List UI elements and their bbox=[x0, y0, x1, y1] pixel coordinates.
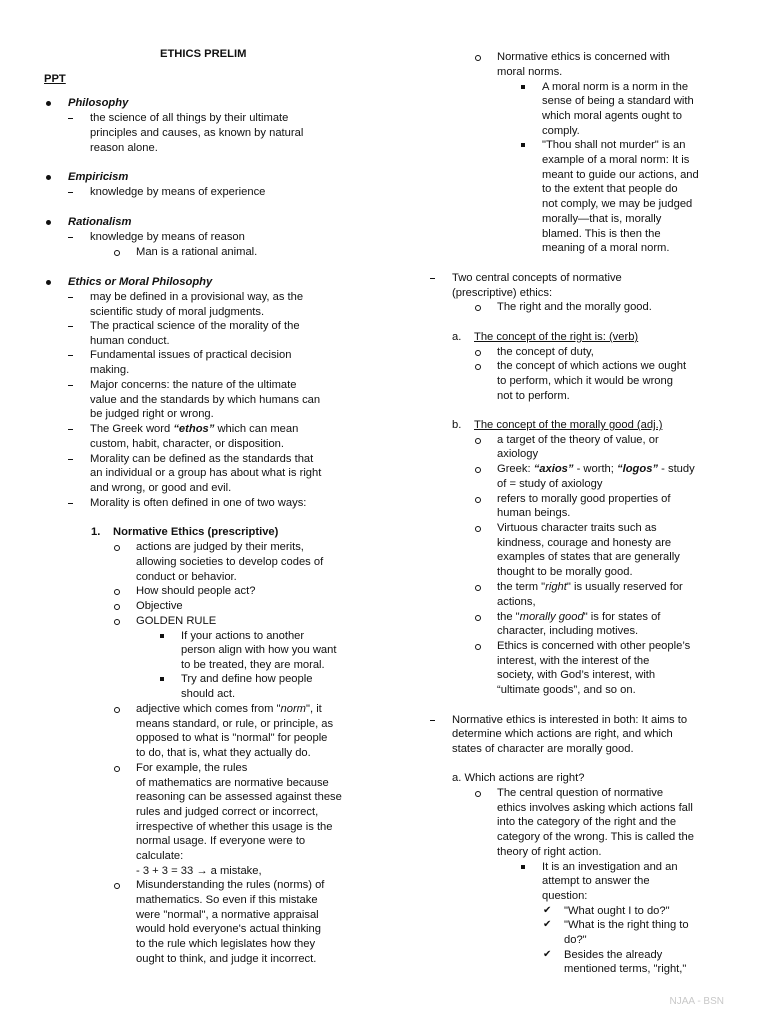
bullet-dot-icon bbox=[46, 280, 51, 285]
text-line bbox=[497, 815, 676, 830]
dash-bullet-icon bbox=[68, 355, 73, 356]
line-text: into the category of the right and the bbox=[497, 816, 677, 828]
text-line bbox=[90, 496, 306, 511]
text-line bbox=[474, 330, 638, 345]
text-line bbox=[497, 345, 594, 360]
line-text-cont: which can mean bbox=[214, 423, 299, 435]
line-text: “ultimate goods”, and so on. bbox=[497, 684, 636, 696]
text-line bbox=[90, 393, 320, 408]
line-text: may be defined in a provisional way, as the bbox=[90, 291, 304, 303]
text-line bbox=[90, 141, 158, 156]
text-line bbox=[542, 80, 688, 95]
line-text: calculate: bbox=[136, 850, 184, 862]
checkmark-bullet-icon: ✔ bbox=[543, 905, 552, 916]
line-text: axiology bbox=[497, 448, 539, 460]
text-line bbox=[136, 540, 304, 555]
line-text: The concept of the morally good (adj.) bbox=[474, 419, 663, 431]
bullet-dot-icon bbox=[46, 220, 51, 225]
checkmark-bullet-icon: ✔ bbox=[543, 949, 552, 960]
line-text: do?" bbox=[564, 934, 587, 946]
line-text: not comply, we may be judged bbox=[542, 198, 693, 210]
line-text: be judged right or wrong. bbox=[90, 408, 214, 420]
circle-bullet-icon bbox=[475, 350, 481, 356]
text-line bbox=[497, 65, 562, 80]
text-line bbox=[90, 452, 313, 467]
text-line bbox=[90, 111, 288, 126]
text-line bbox=[497, 506, 570, 521]
line-text: Morality is often defined in one of two ways: bbox=[90, 497, 307, 509]
text-line bbox=[452, 271, 622, 286]
emphasis-text: “logos” bbox=[617, 463, 659, 475]
line-text: examples of states that are generally bbox=[497, 551, 680, 563]
text-line bbox=[497, 830, 694, 845]
text-line bbox=[542, 138, 686, 153]
line-text: morally—that is, morally bbox=[542, 213, 662, 225]
text-line bbox=[497, 462, 695, 477]
line-text: normal usage. If everyone were to bbox=[136, 835, 306, 847]
text-line bbox=[497, 433, 659, 448]
line-text: to the rule which legislates how they bbox=[136, 938, 316, 950]
text-line bbox=[497, 359, 686, 374]
text-line bbox=[68, 96, 128, 111]
line-text: means standard, or rule, or principle, as bbox=[136, 718, 334, 730]
line-text: the concept of duty, bbox=[497, 346, 594, 358]
text-line bbox=[90, 466, 321, 481]
line-text: states of character are morally good. bbox=[452, 743, 634, 755]
line-text: of = study of axiology bbox=[497, 478, 603, 490]
square-bullet-icon bbox=[160, 677, 164, 681]
text-line bbox=[542, 889, 587, 904]
text-line bbox=[181, 687, 235, 702]
text-line bbox=[136, 893, 318, 908]
text-line bbox=[68, 275, 212, 290]
line-text: How should people act? bbox=[136, 585, 256, 597]
text-line bbox=[90, 185, 265, 200]
dash-bullet-icon bbox=[68, 237, 73, 238]
line-text: Ethics is concerned with other people’s bbox=[497, 640, 691, 652]
text-line bbox=[497, 50, 670, 65]
circle-bullet-icon bbox=[114, 883, 120, 889]
circle-bullet-icon bbox=[114, 619, 120, 625]
line-text: person align with how you want bbox=[181, 644, 337, 656]
text-line bbox=[452, 727, 673, 742]
line-text: character, including motives. bbox=[497, 625, 639, 637]
watermark: NJAA - BSN bbox=[669, 996, 724, 1008]
circle-bullet-icon bbox=[475, 364, 481, 370]
line-text: "Thou shall not murder" is an bbox=[542, 139, 686, 151]
text-line bbox=[136, 584, 255, 599]
circle-bullet-icon bbox=[475, 467, 481, 473]
line-text: of mathematics are normative because bbox=[136, 777, 329, 789]
text-line bbox=[564, 918, 689, 933]
line-text: GOLDEN RULE bbox=[136, 615, 217, 627]
text-line bbox=[452, 286, 552, 301]
list-number: 1. bbox=[91, 526, 101, 538]
line-text: ETHICS PRELIM bbox=[160, 48, 247, 60]
text-line bbox=[497, 374, 673, 389]
text-line bbox=[542, 874, 650, 889]
text-line bbox=[90, 437, 284, 452]
text-line bbox=[136, 245, 257, 260]
text-line bbox=[136, 570, 237, 585]
emphasis-text: norm bbox=[280, 703, 306, 715]
emphasis-text: “axios” bbox=[533, 463, 574, 475]
text-line bbox=[136, 834, 305, 849]
text-line bbox=[136, 908, 319, 923]
text-line bbox=[497, 624, 638, 639]
line-text: the " bbox=[497, 611, 520, 623]
line-text: allowing societies to develop codes of bbox=[136, 556, 324, 568]
text-line bbox=[136, 731, 327, 746]
text-line bbox=[181, 658, 325, 673]
text-line bbox=[452, 771, 584, 786]
circle-bullet-icon bbox=[475, 615, 481, 621]
list-number: b. bbox=[452, 419, 462, 431]
line-text: reason alone. bbox=[90, 142, 158, 154]
text-line bbox=[542, 860, 678, 875]
line-text-cont: " is usually reserved for bbox=[566, 581, 683, 593]
text-line bbox=[497, 521, 657, 536]
line-text: irrespective of whether this usage is the bbox=[136, 821, 333, 833]
bullet-dot-icon bbox=[46, 101, 51, 106]
text-line bbox=[90, 305, 264, 320]
line-text: scientific study of moral judgments. bbox=[90, 306, 265, 318]
text-line bbox=[136, 614, 216, 629]
text-line bbox=[90, 348, 291, 363]
dash-bullet-icon bbox=[430, 278, 435, 279]
line-text: Misunderstanding the rules (norms) of bbox=[136, 879, 325, 891]
text-line bbox=[497, 595, 536, 610]
text-line bbox=[452, 742, 634, 757]
square-bullet-icon bbox=[160, 634, 164, 638]
text-line bbox=[497, 639, 690, 654]
line-text-cont: - study bbox=[658, 463, 695, 475]
line-text: Try and define how people bbox=[181, 673, 313, 685]
text-line bbox=[564, 962, 686, 977]
circle-bullet-icon bbox=[475, 438, 481, 444]
line-text: to do, that is, what they actually do. bbox=[136, 747, 311, 759]
text-line bbox=[136, 746, 311, 761]
line-text: and wrong, or good and evil. bbox=[90, 482, 232, 494]
checkmark-bullet-icon: ✔ bbox=[543, 919, 552, 930]
text-line bbox=[564, 948, 662, 963]
line-text: ethics involves asking which actions fall bbox=[497, 802, 693, 814]
line-text: meaning of a moral norm. bbox=[542, 242, 670, 254]
line-text: A moral norm is a norm in the bbox=[542, 81, 689, 93]
text-line bbox=[113, 525, 278, 540]
circle-bullet-icon bbox=[114, 250, 120, 256]
text-line bbox=[542, 241, 669, 256]
line-text: actions are judged by their merits, bbox=[136, 541, 304, 553]
line-text: Normative ethics is concerned with bbox=[497, 51, 670, 63]
line-text: to the extent that people do bbox=[542, 183, 678, 195]
text-line bbox=[90, 407, 214, 422]
line-text: Empiricism bbox=[68, 171, 129, 183]
circle-bullet-icon bbox=[114, 707, 120, 713]
text-line bbox=[497, 536, 671, 551]
text-line bbox=[44, 72, 66, 87]
line-text: Man is a rational animal. bbox=[136, 246, 258, 258]
line-text: PPT bbox=[44, 73, 66, 85]
circle-bullet-icon bbox=[114, 604, 120, 610]
line-text: interest, with the interest of the bbox=[497, 655, 650, 667]
text-line bbox=[136, 922, 321, 937]
line-text: Ethics or Moral Philosophy bbox=[68, 276, 213, 288]
text-line bbox=[136, 761, 247, 776]
text-line bbox=[497, 654, 649, 669]
dash-bullet-icon bbox=[68, 118, 73, 119]
line-text: opposed to what is "normal" for people bbox=[136, 732, 328, 744]
dash-bullet-icon bbox=[68, 429, 73, 430]
line-text: mathematics. So even if this mistake bbox=[136, 894, 318, 906]
line-text: value and the standards by which humans can bbox=[90, 394, 321, 406]
line-text: If your actions to another bbox=[181, 630, 305, 642]
line-text: which moral agents ought to bbox=[542, 110, 682, 122]
line-text: should act. bbox=[181, 688, 236, 700]
line-text: The right and the morally good. bbox=[497, 301, 652, 313]
line-text: question: bbox=[542, 890, 588, 902]
page-title bbox=[160, 47, 246, 62]
line-text: example of a moral norm: It is bbox=[542, 154, 690, 166]
line-text: the term " bbox=[497, 581, 546, 593]
line-text: (prescriptive) ethics: bbox=[452, 287, 553, 299]
line-text: Normative ethics is interested in both: It aims to bbox=[452, 714, 688, 726]
text-line bbox=[90, 126, 303, 141]
text-line bbox=[181, 672, 312, 687]
line-text: The practical science of the morality of the bbox=[90, 320, 300, 332]
line-text: "What ought I to do?" bbox=[564, 905, 670, 917]
line-text: For example, the rules bbox=[136, 762, 248, 774]
line-text: knowledge by means of experience bbox=[90, 186, 266, 198]
text-line bbox=[497, 550, 680, 565]
text-line bbox=[542, 94, 694, 109]
line-text: Philosophy bbox=[68, 97, 129, 109]
line-text: The concept of the right is: (verb) bbox=[474, 331, 639, 343]
text-line bbox=[452, 713, 687, 728]
circle-bullet-icon bbox=[475, 644, 481, 650]
text-line bbox=[542, 227, 661, 242]
line-text: refers to morally good properties of bbox=[497, 493, 671, 505]
text-line bbox=[542, 182, 678, 197]
circle-bullet-icon bbox=[475, 791, 481, 797]
square-bullet-icon bbox=[521, 143, 525, 147]
line-text: Virtuous character traits such as bbox=[497, 522, 657, 534]
line-text: blamed. This is then the bbox=[542, 228, 661, 240]
line-text: an individual or a group has about what is right bbox=[90, 467, 322, 479]
line-text: conduct or behavior. bbox=[136, 571, 237, 583]
line-text: Objective bbox=[136, 600, 183, 612]
line-text: the science of all things by their ultimate bbox=[90, 112, 289, 124]
line-text: moral norms. bbox=[497, 66, 563, 78]
line-text: Fundamental issues of practical decision bbox=[90, 349, 292, 361]
dash-bullet-icon bbox=[68, 385, 73, 386]
dash-bullet-icon bbox=[68, 192, 73, 193]
text-line bbox=[474, 418, 662, 433]
line-text: comply. bbox=[542, 125, 580, 137]
line-text: human conduct. bbox=[90, 335, 170, 347]
circle-bullet-icon bbox=[114, 766, 120, 772]
line-text: determine which actions are right, and which bbox=[452, 728, 673, 740]
dash-bullet-icon bbox=[68, 503, 73, 504]
text-line bbox=[497, 683, 636, 698]
line-text: Greek: bbox=[497, 463, 534, 475]
text-line bbox=[497, 300, 652, 315]
text-line bbox=[497, 786, 663, 801]
text-line bbox=[564, 933, 587, 948]
text-line bbox=[136, 820, 333, 835]
text-line bbox=[90, 422, 298, 437]
line-text: would hold everyone's actual thinking bbox=[136, 923, 321, 935]
line-text: custom, habit, character, or disposition. bbox=[90, 438, 285, 450]
line-text: theory of right action. bbox=[497, 846, 602, 858]
text-line bbox=[136, 878, 324, 893]
text-line bbox=[136, 599, 183, 614]
text-line bbox=[136, 702, 322, 717]
line-text: mentioned terms, "right," bbox=[564, 963, 687, 975]
line-text-cont: ", it bbox=[306, 703, 322, 715]
text-line bbox=[68, 215, 131, 230]
line-text-cont: " is for states of bbox=[583, 611, 661, 623]
text-line bbox=[564, 904, 670, 919]
line-text: to be treated, they are moral. bbox=[181, 659, 325, 671]
text-line bbox=[497, 845, 601, 860]
emphasis-text: morally good bbox=[519, 611, 584, 623]
line-text: It is an investigation and an bbox=[542, 861, 678, 873]
line-text: a. Which actions are right? bbox=[452, 772, 585, 784]
bullet-dot-icon bbox=[46, 175, 51, 180]
line-text: sense of being a standard with bbox=[542, 95, 694, 107]
line-text: Rationalism bbox=[68, 216, 132, 228]
circle-bullet-icon bbox=[114, 545, 120, 551]
emphasis-text: “ethos” bbox=[173, 423, 215, 435]
dash-bullet-icon bbox=[68, 326, 73, 327]
text-line bbox=[497, 389, 570, 404]
text-line bbox=[90, 363, 129, 378]
line-text: - 3 + 3 = 33 → a mistake, bbox=[136, 865, 262, 877]
line-text: society, with God’s interest, with bbox=[497, 669, 656, 681]
dash-bullet-icon bbox=[68, 297, 73, 298]
line-text: meant to guide our actions, and bbox=[542, 169, 699, 181]
square-bullet-icon bbox=[521, 85, 525, 89]
line-text: human beings. bbox=[497, 507, 571, 519]
line-text: adjective which comes from " bbox=[136, 703, 281, 715]
line-text: making. bbox=[90, 364, 130, 376]
text-line bbox=[136, 717, 333, 732]
text-line bbox=[497, 492, 671, 507]
text-line bbox=[497, 610, 660, 625]
line-text: Besides the already bbox=[564, 949, 663, 961]
line-text: Normative Ethics (prescriptive) bbox=[113, 526, 279, 538]
text-line bbox=[497, 447, 538, 462]
circle-bullet-icon bbox=[475, 305, 481, 311]
line-text: The Greek word bbox=[90, 423, 174, 435]
line-text: Two central concepts of normative bbox=[452, 272, 622, 284]
line-text: reasoning can be assessed against these bbox=[136, 791, 342, 803]
emphasis-text: right bbox=[545, 581, 567, 593]
list-number: a. bbox=[452, 331, 462, 343]
text-line bbox=[542, 212, 661, 227]
line-text: a target of the theory of value, or bbox=[497, 434, 659, 446]
circle-bullet-icon bbox=[114, 589, 120, 595]
line-text: "What is the right thing to bbox=[564, 919, 689, 931]
text-line bbox=[136, 952, 316, 967]
text-line bbox=[90, 378, 296, 393]
circle-bullet-icon bbox=[475, 526, 481, 532]
text-line bbox=[68, 170, 128, 185]
line-text: category of the wrong. This is called the bbox=[497, 831, 694, 843]
text-line bbox=[90, 319, 300, 334]
line-text: Major concerns: the nature of the ultimate bbox=[90, 379, 297, 391]
line-text: attempt to answer the bbox=[542, 875, 650, 887]
dash-bullet-icon bbox=[430, 720, 435, 721]
line-text: rules and judged correct or incorrect, bbox=[136, 806, 319, 818]
text-line bbox=[497, 668, 655, 683]
circle-bullet-icon bbox=[475, 585, 481, 591]
line-text: the concept of which actions we ought bbox=[497, 360, 687, 372]
text-line bbox=[136, 937, 315, 952]
dash-bullet-icon bbox=[68, 459, 73, 460]
text-line bbox=[497, 565, 633, 580]
text-line bbox=[542, 109, 682, 124]
circle-bullet-icon bbox=[475, 497, 481, 503]
line-text: principles and causes, as known by natural bbox=[90, 127, 304, 139]
text-line bbox=[497, 580, 683, 595]
line-text: not to perform. bbox=[497, 390, 570, 402]
text-line bbox=[90, 334, 170, 349]
line-text-cont: - worth; bbox=[573, 463, 617, 475]
line-text: knowledge by means of reason bbox=[90, 231, 245, 243]
text-line bbox=[136, 790, 342, 805]
line-text: kindness, courage and honesty are bbox=[497, 537, 672, 549]
line-text: The central question of normative bbox=[497, 787, 664, 799]
text-line bbox=[497, 801, 693, 816]
text-line bbox=[181, 629, 304, 644]
text-line bbox=[542, 124, 580, 139]
line-text: ought to think, and judge it incorrect. bbox=[136, 953, 317, 965]
text-line bbox=[90, 290, 303, 305]
circle-bullet-icon bbox=[475, 55, 481, 61]
text-line bbox=[136, 864, 262, 879]
text-line bbox=[136, 849, 183, 864]
text-line bbox=[497, 477, 602, 492]
text-line bbox=[542, 168, 699, 183]
text-line bbox=[90, 230, 245, 245]
text-line bbox=[542, 153, 689, 168]
text-line bbox=[181, 643, 336, 658]
line-text: Morality can be defined as the standards that bbox=[90, 453, 314, 465]
text-line bbox=[136, 555, 323, 570]
text-line bbox=[542, 197, 692, 212]
line-text: were "normal", a normative appraisal bbox=[136, 909, 319, 921]
text-line bbox=[90, 481, 231, 496]
text-line bbox=[136, 776, 329, 791]
line-text: actions, bbox=[497, 596, 536, 608]
text-line bbox=[136, 805, 318, 820]
square-bullet-icon bbox=[521, 865, 525, 869]
line-text: thought to be morally good. bbox=[497, 566, 633, 578]
line-text: to perform, which it would be wrong bbox=[497, 375, 673, 387]
